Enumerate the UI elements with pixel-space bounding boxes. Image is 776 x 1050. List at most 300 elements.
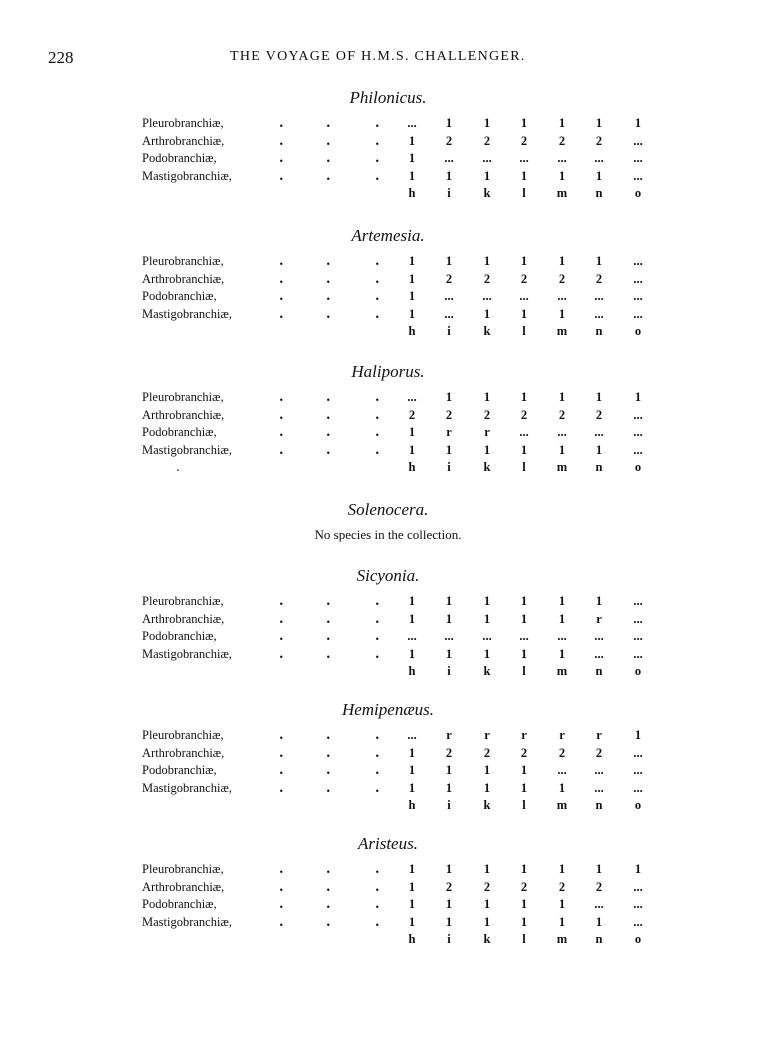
column-letter: n <box>595 664 603 678</box>
table-cell: 1 <box>408 646 416 661</box>
table-cell: 1 <box>408 914 416 929</box>
table-row <box>0 116 776 133</box>
column-letter: l <box>522 798 526 812</box>
leader-dot: . <box>375 442 380 458</box>
table-cell: ... <box>594 646 604 661</box>
column-letter: o <box>634 460 642 474</box>
leader-dot: . <box>279 611 284 627</box>
table-row <box>0 169 776 186</box>
leader-dot: . <box>375 407 380 423</box>
leader-dot: . <box>375 151 380 166</box>
leader-dot: . <box>375 289 380 304</box>
table-cell: 1 <box>634 728 642 742</box>
table-row <box>0 915 776 932</box>
table-row <box>0 763 776 780</box>
table-cell: 1 <box>520 862 528 876</box>
table-cell: 1 <box>445 862 453 876</box>
row-label: Arthrobranchiæ, <box>142 407 225 422</box>
leader-dot: . <box>279 116 284 131</box>
leader-dot: . <box>279 780 284 796</box>
leader-dot: . <box>375 116 380 131</box>
table-cell: ... <box>444 151 454 165</box>
table-cell: r <box>446 728 452 742</box>
table-cell: 1 <box>520 611 528 626</box>
table-cell: 1 <box>520 442 528 457</box>
table-cell: 1 <box>483 306 491 321</box>
table-cell: ... <box>444 306 454 321</box>
column-letter: l <box>522 324 526 338</box>
table-cell: 1 <box>520 594 528 608</box>
leader-dot: . <box>279 763 284 778</box>
leader-dot: . <box>279 289 284 304</box>
column-letter: h <box>408 186 416 200</box>
leader-dot: . <box>375 728 380 743</box>
table-cell: ... <box>407 728 417 742</box>
table-cell: ... <box>633 407 643 422</box>
table-cell: 1 <box>483 914 491 929</box>
leader-dot: . <box>279 879 284 895</box>
table-cell: ... <box>633 897 643 911</box>
table-cell: 2 <box>595 271 603 286</box>
page-header <box>0 0 776 80</box>
table-cell: 1 <box>595 442 603 457</box>
leader-dot: . <box>375 133 380 149</box>
table-row <box>0 408 776 425</box>
table-cell: ... <box>557 289 567 303</box>
leader-dot: . <box>279 897 284 912</box>
table-cell: ... <box>444 629 454 643</box>
table-cell: 1 <box>595 168 603 183</box>
leader-dot: . <box>279 442 284 458</box>
row-label: Pleurobranchiæ, <box>142 116 224 130</box>
section-title: Artemesia. <box>351 226 425 245</box>
table-cell: 2 <box>595 407 603 422</box>
column-letter: l <box>522 664 526 678</box>
table-cell: ... <box>594 780 604 795</box>
table-cell: 1 <box>483 390 491 404</box>
table-cell: 1 <box>595 594 603 608</box>
table-cell: ... <box>519 289 529 303</box>
table-cell: 1 <box>483 116 491 130</box>
table-row <box>0 307 776 324</box>
table-cell: 1 <box>558 611 566 626</box>
column-letter: k <box>483 798 491 812</box>
row-label: Pleurobranchiæ, <box>142 728 224 742</box>
table-cell: 1 <box>558 897 566 911</box>
leader-dot: . <box>326 763 331 778</box>
leader-dot: . <box>375 745 380 761</box>
row-label: Arthrobranchiæ, <box>142 745 225 760</box>
leader-dot: . <box>375 306 380 322</box>
row-label: Arthrobranchiæ, <box>142 611 225 626</box>
table-cell: 1 <box>408 133 416 148</box>
table-row <box>0 254 776 271</box>
row-label: Podobranchiæ, <box>142 763 217 777</box>
table-cell: 1 <box>445 168 453 183</box>
leader-dot: . <box>326 646 331 662</box>
leader-dot: . <box>326 306 331 322</box>
table-row <box>0 289 776 306</box>
table-cell: 1 <box>483 862 491 876</box>
leader-dot: . <box>279 728 284 743</box>
column-letter: n <box>595 186 603 200</box>
table-cell: 1 <box>408 151 416 165</box>
leader-dot: . <box>326 168 331 184</box>
column-letter: n <box>595 324 603 338</box>
column-letter: m <box>556 186 568 200</box>
table-cell: ... <box>594 897 604 911</box>
table-row <box>0 443 776 460</box>
gill-section <box>0 566 776 686</box>
section-title: Aristeus. <box>358 834 418 853</box>
table-cell: r <box>484 425 490 439</box>
column-letter: o <box>634 324 642 338</box>
leader-dot: . <box>326 133 331 149</box>
table-cell: ... <box>633 442 643 457</box>
table-cell: r <box>596 728 602 742</box>
table-cell: 2 <box>483 745 491 760</box>
row-label: Arthrobranchiæ, <box>142 271 225 286</box>
table-cell: 1 <box>558 914 566 929</box>
table-cell: 1 <box>520 306 528 321</box>
leader-dot: . <box>279 407 284 423</box>
row-label: Pleurobranchiæ, <box>142 390 224 404</box>
table-row <box>0 612 776 629</box>
table-cell: 1 <box>595 254 603 268</box>
row-label: Podobranchiæ, <box>142 629 217 643</box>
table-cell: 1 <box>445 594 453 608</box>
table-cell: 1 <box>483 897 491 911</box>
leader-dot: . <box>279 745 284 761</box>
leader-dot: . <box>326 594 331 609</box>
row-label: Mastigobranchiæ, <box>142 306 232 321</box>
table-cell: 2 <box>408 407 416 422</box>
table-cell: ... <box>594 763 604 777</box>
column-letters-row <box>0 664 776 681</box>
table-cell: 2 <box>595 879 603 894</box>
table-cell: 2 <box>445 879 453 894</box>
table-cell: ... <box>594 289 604 303</box>
table-cell: 1 <box>558 168 566 183</box>
row-label: Podobranchiæ, <box>142 425 217 439</box>
table-cell: 1 <box>445 611 453 626</box>
table-cell: 1 <box>558 442 566 457</box>
column-letter: h <box>408 460 416 474</box>
leader-dot: . <box>326 897 331 912</box>
table-cell: 1 <box>483 780 491 795</box>
column-letter: l <box>522 932 526 946</box>
table-cell: 2 <box>483 407 491 422</box>
leader-dot: . <box>375 254 380 269</box>
table-cell: ... <box>633 289 643 303</box>
column-letters-row <box>0 186 776 203</box>
column-letter: l <box>522 460 526 474</box>
table-cell: ... <box>633 629 643 643</box>
leader-dot: . <box>326 271 331 287</box>
table-cell: 1 <box>445 763 453 777</box>
leader-dot: . <box>326 425 331 440</box>
leader-dot: . <box>375 594 380 609</box>
table-cell: ... <box>407 390 417 404</box>
table-cell: 1 <box>520 168 528 183</box>
table-cell: 1 <box>408 168 416 183</box>
column-letter: k <box>483 460 491 474</box>
leader-dot: . <box>375 646 380 662</box>
table-cell: 2 <box>520 133 528 148</box>
table-cell: 2 <box>520 407 528 422</box>
leader-dot: . <box>326 390 331 405</box>
table-row <box>0 897 776 914</box>
table-cell: r <box>559 728 565 742</box>
leader-dot: . <box>326 780 331 796</box>
column-letter: k <box>483 932 491 946</box>
table-cell: 1 <box>558 306 566 321</box>
table-row <box>0 746 776 763</box>
table-row <box>0 862 776 879</box>
leader-dot: . <box>326 629 331 644</box>
column-letter: k <box>483 324 491 338</box>
table-cell: 1 <box>558 390 566 404</box>
table-cell: ... <box>407 629 417 643</box>
leader-dot: . <box>375 879 380 895</box>
column-letter: n <box>595 798 603 812</box>
leader-dot: . <box>279 133 284 149</box>
table-cell: 1 <box>408 879 416 894</box>
table-cell: ... <box>557 629 567 643</box>
table-cell: ... <box>633 271 643 286</box>
leader-dot: . <box>375 780 380 796</box>
table-cell: 1 <box>595 390 603 404</box>
table-row <box>0 272 776 289</box>
row-label: Mastigobranchiæ, <box>142 646 232 661</box>
table-cell: ... <box>482 151 492 165</box>
table-cell: 2 <box>483 271 491 286</box>
section-note: No species in the collection. <box>314 527 462 542</box>
column-letters-row <box>0 324 776 341</box>
table-cell: 1 <box>558 116 566 130</box>
leader-dot: . <box>279 306 284 322</box>
table-cell: 1 <box>408 306 416 321</box>
row-label: Podobranchiæ, <box>142 289 217 303</box>
column-letter: h <box>408 664 416 678</box>
table-cell: 2 <box>595 133 603 148</box>
leader-dot: . <box>375 629 380 644</box>
table-cell: 2 <box>558 407 566 422</box>
column-letters-row <box>0 460 776 477</box>
row-label: Podobranchiæ, <box>142 897 217 911</box>
leader-dot: . <box>279 862 284 877</box>
gill-section <box>0 834 776 954</box>
table-cell: 1 <box>520 254 528 268</box>
column-letter: m <box>556 324 568 338</box>
leader-dot: . <box>375 168 380 184</box>
table-cell: 1 <box>595 914 603 929</box>
table-cell: 2 <box>520 879 528 894</box>
table-cell: ... <box>482 289 492 303</box>
table-cell: 1 <box>445 442 453 457</box>
gill-section <box>0 88 776 208</box>
table-cell: 2 <box>445 133 453 148</box>
table-cell: ... <box>633 646 643 661</box>
row-label: Mastigobranchiæ, <box>142 914 232 929</box>
table-cell: 1 <box>558 780 566 795</box>
leader-dot: . <box>326 611 331 627</box>
leader-dot: . <box>279 168 284 184</box>
section-title: Sicyonia. <box>356 566 420 585</box>
section-title: Haliporus. <box>351 362 425 381</box>
column-letter: o <box>634 798 642 812</box>
row-label: Podobranchiæ, <box>142 151 217 165</box>
table-cell: 2 <box>558 133 566 148</box>
column-letter: i <box>447 186 451 200</box>
leader-dot: . <box>279 425 284 440</box>
table-cell: ... <box>633 879 643 894</box>
leader-dot: . <box>375 914 380 930</box>
row-label: Mastigobranchiæ, <box>142 442 232 457</box>
table-cell: ... <box>594 306 604 321</box>
table-cell: 1 <box>520 116 528 130</box>
leader-dot: . <box>375 862 380 877</box>
table-cell: ... <box>633 611 643 626</box>
column-letter: o <box>634 186 642 200</box>
column-letter: h <box>408 324 416 338</box>
table-cell: ... <box>407 116 417 130</box>
table-cell: ... <box>633 306 643 321</box>
column-letter: o <box>634 932 642 946</box>
table-cell: 1 <box>408 594 416 608</box>
gill-section <box>0 226 776 346</box>
leader-dot: . <box>326 289 331 304</box>
leader-dot: . <box>326 745 331 761</box>
table-cell: 1 <box>483 168 491 183</box>
table-cell: 1 <box>483 611 491 626</box>
section-title: Hemipenæus. <box>341 700 435 719</box>
table-cell: 1 <box>445 646 453 661</box>
table-cell: 2 <box>445 407 453 422</box>
table-cell: 2 <box>483 879 491 894</box>
column-letter: m <box>556 932 568 946</box>
table-cell: 1 <box>408 763 416 777</box>
table-cell: 1 <box>483 646 491 661</box>
leader-dot: . <box>326 151 331 166</box>
column-letter: m <box>556 664 568 678</box>
table-cell: 1 <box>634 390 642 404</box>
table-cell: 1 <box>558 594 566 608</box>
column-letter: n <box>595 460 603 474</box>
table-cell: ... <box>519 425 529 439</box>
leader-dot: . <box>375 425 380 440</box>
table-cell: 1 <box>408 780 416 795</box>
column-letter: k <box>483 186 491 200</box>
leader-dot: . <box>326 442 331 458</box>
table-cell: 2 <box>520 271 528 286</box>
leader-dot: . <box>279 629 284 644</box>
table-cell: 1 <box>634 116 642 130</box>
table-row <box>0 781 776 798</box>
column-letter: i <box>447 798 451 812</box>
table-cell: 1 <box>408 271 416 286</box>
column-letter: m <box>556 460 568 474</box>
table-cell: ... <box>594 425 604 439</box>
table-row <box>0 647 776 664</box>
leader-dot: . <box>375 611 380 627</box>
leader-dot: . <box>326 728 331 743</box>
column-letter: h <box>408 798 416 812</box>
table-cell: 2 <box>558 271 566 286</box>
table-row <box>0 134 776 151</box>
leader-dot: . <box>326 862 331 877</box>
column-letter: i <box>447 324 451 338</box>
table-cell: 1 <box>445 897 453 911</box>
table-cell: ... <box>633 763 643 777</box>
table-cell: 2 <box>558 745 566 760</box>
leader-dot: . <box>326 254 331 269</box>
table-cell: 1 <box>558 646 566 661</box>
column-letter: i <box>447 460 451 474</box>
table-cell: ... <box>633 914 643 929</box>
row-label: Pleurobranchiæ, <box>142 254 224 268</box>
stray-mark: . <box>176 460 180 474</box>
column-letter: i <box>447 664 451 678</box>
table-cell: 1 <box>520 914 528 929</box>
table-cell: 1 <box>483 594 491 608</box>
table-cell: 1 <box>520 763 528 777</box>
table-cell: r <box>596 611 602 626</box>
table-cell: ... <box>633 425 643 439</box>
leader-dot: . <box>279 390 284 405</box>
table-cell: 1 <box>408 745 416 760</box>
leader-dot: . <box>279 151 284 166</box>
column-letter: o <box>634 664 642 678</box>
table-cell: 1 <box>408 289 416 303</box>
table-cell: 1 <box>408 254 416 268</box>
table-cell: r <box>446 425 452 439</box>
gill-section <box>0 700 776 820</box>
table-cell: 1 <box>483 763 491 777</box>
table-cell: 1 <box>520 390 528 404</box>
table-cell: 2 <box>520 745 528 760</box>
table-cell: r <box>521 728 527 742</box>
page-number: 228 <box>48 48 74 67</box>
leader-dot: . <box>326 407 331 423</box>
leader-dot: . <box>279 254 284 269</box>
column-letter: l <box>522 186 526 200</box>
gill-section <box>0 362 776 482</box>
table-cell: 1 <box>445 254 453 268</box>
table-row <box>0 151 776 168</box>
table-cell: 1 <box>520 646 528 661</box>
table-cell: 1 <box>558 862 566 876</box>
table-cell: ... <box>633 594 643 608</box>
table-cell: 2 <box>445 745 453 760</box>
leader-dot: . <box>326 914 331 930</box>
table-cell: 1 <box>408 897 416 911</box>
table-cell: ... <box>633 168 643 183</box>
row-label: Mastigobranchiæ, <box>142 168 232 183</box>
table-cell: 2 <box>558 879 566 894</box>
table-cell: ... <box>519 629 529 643</box>
leader-dot: . <box>326 116 331 131</box>
table-row <box>0 880 776 897</box>
table-row <box>0 594 776 611</box>
table-cell: r <box>484 728 490 742</box>
table-cell: ... <box>594 629 604 643</box>
row-label: Pleurobranchiæ, <box>142 862 224 876</box>
table-cell: 1 <box>483 442 491 457</box>
column-letters-row <box>0 798 776 815</box>
row-label: Mastigobranchiæ, <box>142 780 232 795</box>
table-cell: ... <box>633 151 643 165</box>
